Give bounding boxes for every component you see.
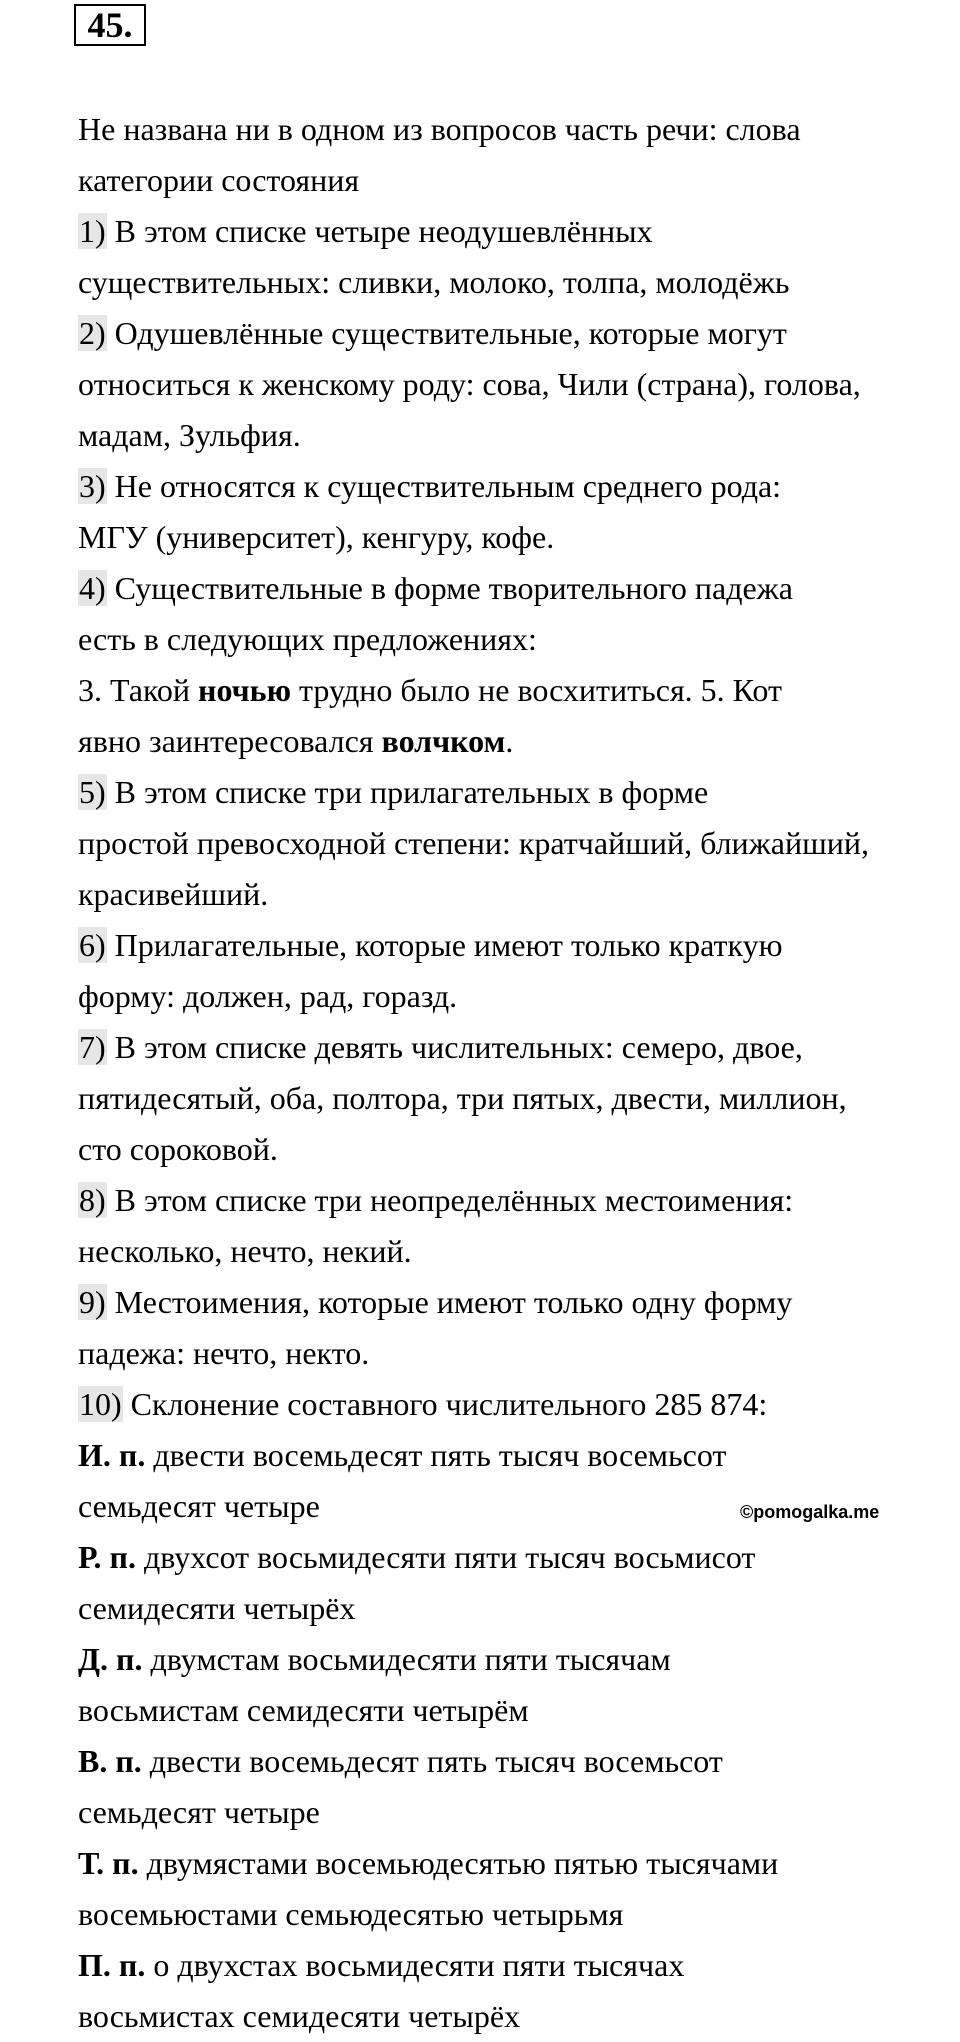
- item-text: красивейший.: [78, 876, 269, 912]
- case-label: В. п.: [78, 1743, 142, 1779]
- example-text: явно заинтересовался: [78, 723, 382, 759]
- case-text: двести восемьдесят пять тысяч восемьсот: [149, 1743, 723, 1779]
- task-number: 45.: [74, 4, 146, 46]
- case-label: Т. п.: [78, 1845, 139, 1881]
- item-1: [0, 206, 960, 308]
- item-number: 8): [79, 1182, 106, 1218]
- case-label: Д. п.: [78, 1641, 143, 1677]
- example-text: .: [505, 723, 514, 759]
- case-text: восемьюстами семьюдесятью четырьмя: [78, 1896, 624, 1932]
- item-text: сто сороковой.: [78, 1131, 278, 1167]
- item-number: 5): [79, 774, 106, 810]
- case-text: восьмистах семидесяти четырёх: [78, 1998, 521, 2034]
- item-number: 6): [79, 927, 106, 963]
- item-text: Местоимения, которые имеют только одну форму: [114, 1284, 793, 1320]
- case-accusative: [0, 1736, 960, 1838]
- example-highlighted-word: ночью: [198, 672, 292, 708]
- item-text: В этом списке четыре неодушевлённых: [114, 213, 653, 249]
- item-text: простой превосходной степени: кратчайший, ближайший,: [78, 825, 869, 861]
- item-text: В этом списке три неопределённых местоимения:: [114, 1182, 794, 1218]
- case-text: семьдесят четыре: [78, 1794, 320, 1830]
- case-prepositional: [0, 1940, 960, 2042]
- case-text: семьдесят четыре: [78, 1488, 320, 1524]
- item-text: есть в следующих предложениях:: [78, 621, 537, 657]
- example-highlighted-word: волчком: [381, 723, 506, 759]
- item-5: [0, 767, 960, 920]
- item-text: В этом списке три прилагательных в форме: [114, 774, 709, 810]
- item-text: Не относятся к существительным среднего рода:: [114, 468, 782, 504]
- item-10: [0, 1379, 960, 1430]
- case-text: о двухстах восьмидесяти пяти тысячах: [153, 1947, 685, 1983]
- item-2: [0, 308, 960, 461]
- item-number: 2): [79, 315, 106, 351]
- item-text: пятидесятый, оба, полтора, три пятых, двести, миллион,: [78, 1080, 847, 1116]
- case-label: И. п.: [78, 1437, 146, 1473]
- item-text: несколько, нечто, некий.: [78, 1233, 412, 1269]
- item-text: мадам, Зульфия.: [78, 417, 301, 453]
- intro-line: Не названа ни в одном из вопросов часть речи: слова: [78, 111, 801, 147]
- item-6: [0, 920, 960, 1022]
- case-label: П. п.: [78, 1947, 146, 1983]
- item-text: Прилагательные, которые имеют только краткую: [114, 927, 783, 963]
- item-number: 10): [79, 1386, 122, 1422]
- item-text: форму: должен, рад, горазд.: [78, 978, 458, 1014]
- case-label: Р. п.: [78, 1539, 136, 1575]
- item-text: существительных: сливки, молоко, толпа, молодёжь: [78, 264, 790, 300]
- item-number: 4): [79, 570, 106, 606]
- case-instrumental: [0, 1838, 960, 1940]
- item-text: В этом списке девять числительных: семеро, двое,: [114, 1029, 803, 1065]
- item-number: 9): [79, 1284, 106, 1320]
- item-text: относиться к женскому роду: сова, Чили (страна), голова,: [78, 366, 861, 402]
- item-8: [0, 1175, 960, 1277]
- case-text: восьмистам семидесяти четырём: [78, 1692, 529, 1728]
- case-text: семидесяти четырёх: [78, 1590, 356, 1626]
- item-text: Одушевлённые существительные, которые могут: [114, 315, 787, 351]
- item-number: 3): [79, 468, 106, 504]
- case-text: двухсот восьмидесяти пяти тысяч восьмисот: [143, 1539, 756, 1575]
- item-4: [0, 563, 960, 665]
- item-9: [0, 1277, 960, 1379]
- case-text: двумстам восьмидесяти пяти тысячам: [150, 1641, 671, 1677]
- item-text: Склонение составного числительного 285 874:: [130, 1386, 768, 1422]
- item-text: падежа: нечто, некто.: [78, 1335, 370, 1371]
- intro-line: категории состояния: [78, 162, 360, 198]
- example-text: трудно было не восхититься. 5. Кот: [291, 672, 782, 708]
- answer-body: [0, 104, 960, 2042]
- item-3: [0, 461, 960, 563]
- item-7: [0, 1022, 960, 1175]
- case-dative: [0, 1634, 960, 1736]
- watermark: ©pomogalka.me: [740, 1502, 880, 1522]
- case-text: двести восемьдесят пять тысяч восемьсот: [153, 1437, 727, 1473]
- example-text: 3. Такой: [78, 672, 198, 708]
- item-4-examples: [0, 665, 960, 767]
- item-number: 7): [79, 1029, 106, 1065]
- item-text: МГУ (университет), кенгуру, кофе.: [78, 519, 555, 555]
- case-text: двумястами восемьюдесятью пятью тысячами: [146, 1845, 779, 1881]
- intro-paragraph: [0, 104, 960, 206]
- item-number: 1): [79, 213, 106, 249]
- case-genitive: [0, 1532, 960, 1634]
- item-text: Существительные в форме творительного падежа: [114, 570, 793, 606]
